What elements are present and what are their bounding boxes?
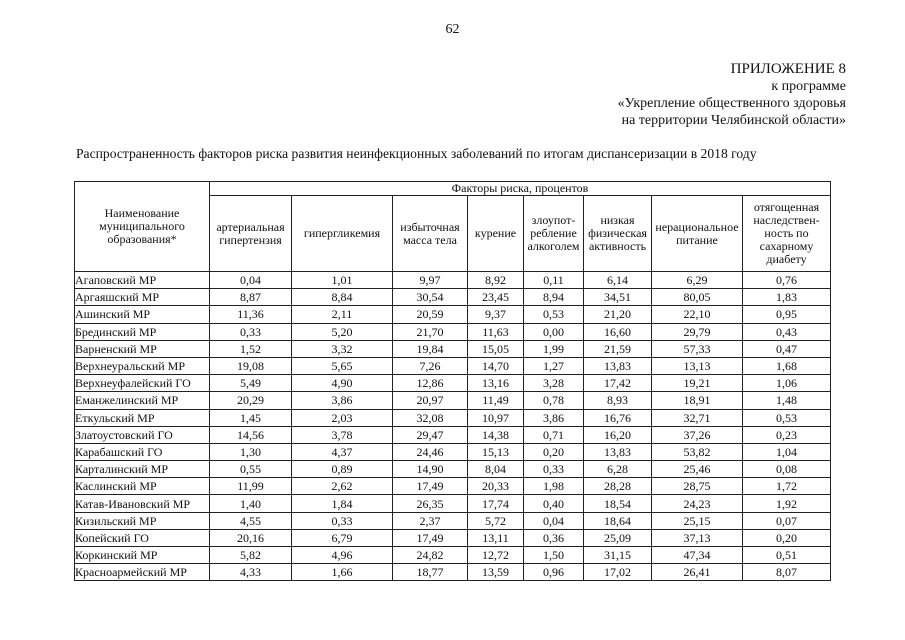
- value-cell: 28,28: [584, 478, 652, 495]
- value-cell: 20,29: [210, 392, 292, 409]
- value-cell: 0,08: [743, 461, 831, 478]
- value-cell: 3,78: [292, 426, 393, 443]
- value-cell: 0,33: [210, 323, 292, 340]
- value-cell: 25,46: [652, 461, 743, 478]
- table-row: [75, 340, 831, 357]
- table-row: [75, 409, 831, 426]
- value-cell: 5,20: [292, 323, 393, 340]
- value-cell: 29,79: [652, 323, 743, 340]
- value-cell: 1,06: [743, 375, 831, 392]
- value-cell: 1,01: [292, 272, 393, 289]
- value-cell: 15,13: [468, 443, 524, 460]
- value-cell: 7,26: [393, 357, 468, 374]
- value-cell: 0,23: [743, 426, 831, 443]
- value-cell: 1,50: [524, 547, 584, 564]
- value-cell: 19,08: [210, 357, 292, 374]
- value-cell: 4,37: [292, 443, 393, 460]
- value-cell: 8,93: [584, 392, 652, 409]
- value-cell: 0,33: [292, 512, 393, 529]
- value-cell: 11,63: [468, 323, 524, 340]
- value-cell: 20,33: [468, 478, 524, 495]
- value-cell: 1,27: [524, 357, 584, 374]
- page-number: 62: [445, 22, 460, 37]
- value-cell: 0,36: [524, 529, 584, 546]
- value-cell: 10,97: [468, 409, 524, 426]
- value-cell: 19,84: [393, 340, 468, 357]
- value-cell: 1,30: [210, 443, 292, 460]
- value-cell: 1,52: [210, 340, 292, 357]
- value-cell: 13,83: [584, 357, 652, 374]
- appendix-line-1: к программе: [771, 79, 846, 94]
- value-cell: 14,56: [210, 426, 292, 443]
- value-cell: 0,51: [743, 547, 831, 564]
- value-cell: 30,54: [393, 289, 468, 306]
- value-cell: 34,51: [584, 289, 652, 306]
- value-cell: 17,49: [393, 478, 468, 495]
- value-cell: 21,70: [393, 323, 468, 340]
- value-cell: 24,46: [393, 443, 468, 460]
- value-cell: 0,20: [743, 529, 831, 546]
- municipality-name: Карабашский ГО: [75, 443, 210, 460]
- column-header: низкая физическая активность: [584, 196, 652, 272]
- value-cell: 2,11: [292, 306, 393, 323]
- appendix-title: ПРИЛОЖЕНИЕ 8: [730, 61, 846, 77]
- value-cell: 1,92: [743, 495, 831, 512]
- value-cell: 28,75: [652, 478, 743, 495]
- value-cell: 17,42: [584, 375, 652, 392]
- value-cell: 18,54: [584, 495, 652, 512]
- column-header: отягощенная наследственность по сахарному диабету: [743, 196, 831, 272]
- value-cell: 4,33: [210, 564, 292, 581]
- value-cell: 11,99: [210, 478, 292, 495]
- value-cell: 80,05: [652, 289, 743, 306]
- value-cell: 1,40: [210, 495, 292, 512]
- value-cell: 0,04: [524, 512, 584, 529]
- value-cell: 0,78: [524, 392, 584, 409]
- value-cell: 32,08: [393, 409, 468, 426]
- value-cell: 13,13: [652, 357, 743, 374]
- column-header: курение: [468, 196, 524, 272]
- value-cell: 13,59: [468, 564, 524, 581]
- municipality-name: Копейский ГО: [75, 529, 210, 546]
- value-cell: 1,66: [292, 564, 393, 581]
- value-cell: 15,05: [468, 340, 524, 357]
- municipality-name: Кизильский МР: [75, 512, 210, 529]
- value-cell: 53,82: [652, 443, 743, 460]
- value-cell: 2,62: [292, 478, 393, 495]
- column-header: избыточная масса тела: [393, 196, 468, 272]
- appendix-line-2: «Укрепление общественного здоровья: [617, 96, 846, 111]
- appendix-line-3: на территории Челябинской области»: [621, 113, 846, 128]
- value-cell: 1,83: [743, 289, 831, 306]
- municipality-name: Верхнеуфалейский ГО: [75, 375, 210, 392]
- value-cell: 4,96: [292, 547, 393, 564]
- value-cell: 47,34: [652, 547, 743, 564]
- column-header: злоупотребление алкоголем: [524, 196, 584, 272]
- municipality-name: Ашинский МР: [75, 306, 210, 323]
- value-cell: 9,97: [393, 272, 468, 289]
- value-cell: 13,16: [468, 375, 524, 392]
- value-cell: 18,77: [393, 564, 468, 581]
- table-row: [75, 564, 831, 581]
- value-cell: 0,47: [743, 340, 831, 357]
- value-cell: 0,07: [743, 512, 831, 529]
- value-cell: 16,20: [584, 426, 652, 443]
- table-row: [75, 323, 831, 340]
- municipality-name: Катав-Ивановский МР: [75, 495, 210, 512]
- value-cell: 24,82: [393, 547, 468, 564]
- value-cell: 13,83: [584, 443, 652, 460]
- value-cell: 1,68: [743, 357, 831, 374]
- header-municipality: Наименование муниципального образования*: [75, 182, 210, 272]
- value-cell: 8,87: [210, 289, 292, 306]
- value-cell: 5,82: [210, 547, 292, 564]
- value-cell: 13,11: [468, 529, 524, 546]
- table-row: [75, 375, 831, 392]
- value-cell: 20,97: [393, 392, 468, 409]
- value-cell: 0,89: [292, 461, 393, 478]
- value-cell: 37,13: [652, 529, 743, 546]
- value-cell: 32,71: [652, 409, 743, 426]
- value-cell: 16,76: [584, 409, 652, 426]
- value-cell: 37,26: [652, 426, 743, 443]
- value-cell: 0,04: [210, 272, 292, 289]
- value-cell: 22,10: [652, 306, 743, 323]
- value-cell: 0,53: [524, 306, 584, 323]
- value-cell: 29,47: [393, 426, 468, 443]
- value-cell: 18,91: [652, 392, 743, 409]
- value-cell: 5,72: [468, 512, 524, 529]
- municipality-name: Верхнеуральский МР: [75, 357, 210, 374]
- value-cell: 2,03: [292, 409, 393, 426]
- municipality-name: Карталинский МР: [75, 461, 210, 478]
- table-row: [75, 426, 831, 443]
- value-cell: 0,55: [210, 461, 292, 478]
- value-cell: 8,94: [524, 289, 584, 306]
- column-header: нерациональное питание: [652, 196, 743, 272]
- value-cell: 16,60: [584, 323, 652, 340]
- document-title: Распространенность факторов риска развития неинфекционных заболеваний по итогам диспансеризации в 2018 году: [76, 146, 757, 161]
- value-cell: 1,04: [743, 443, 831, 460]
- value-cell: 11,49: [468, 392, 524, 409]
- appendix-block: [618, 61, 846, 129]
- value-cell: 4,55: [210, 512, 292, 529]
- value-cell: 1,45: [210, 409, 292, 426]
- value-cell: 23,45: [468, 289, 524, 306]
- municipality-name: Еманжелинский МР: [75, 392, 210, 409]
- value-cell: 1,72: [743, 478, 831, 495]
- value-cell: 0,11: [524, 272, 584, 289]
- value-cell: 19,21: [652, 375, 743, 392]
- table-row: [75, 357, 831, 374]
- table-row: [75, 478, 831, 495]
- value-cell: 31,15: [584, 547, 652, 564]
- municipality-name: Коркинский МР: [75, 547, 210, 564]
- value-cell: 6,14: [584, 272, 652, 289]
- value-cell: 8,04: [468, 461, 524, 478]
- value-cell: 14,38: [468, 426, 524, 443]
- value-cell: 21,59: [584, 340, 652, 357]
- value-cell: 8,84: [292, 289, 393, 306]
- value-cell: 5,65: [292, 357, 393, 374]
- municipality-name: Варненский МР: [75, 340, 210, 357]
- value-cell: 0,40: [524, 495, 584, 512]
- value-cell: 3,86: [292, 392, 393, 409]
- value-cell: 17,49: [393, 529, 468, 546]
- municipality-name: Каслинский МР: [75, 478, 210, 495]
- value-cell: 0,71: [524, 426, 584, 443]
- column-header: артериальная гипертензия: [210, 196, 292, 272]
- municipality-name: Красноармейский МР: [75, 564, 210, 581]
- municipality-name: Златоустовский ГО: [75, 426, 210, 443]
- table-row: [75, 461, 831, 478]
- table-row: [75, 547, 831, 564]
- value-cell: 0,53: [743, 409, 831, 426]
- column-header: гипергликемия: [292, 196, 393, 272]
- value-cell: 20,59: [393, 306, 468, 323]
- value-cell: 1,84: [292, 495, 393, 512]
- value-cell: 1,99: [524, 340, 584, 357]
- table-row: [75, 272, 831, 289]
- table-row: [75, 306, 831, 323]
- value-cell: 18,64: [584, 512, 652, 529]
- value-cell: 12,72: [468, 547, 524, 564]
- table-row: [75, 495, 831, 512]
- value-cell: 11,36: [210, 306, 292, 323]
- risk-factors-table: [74, 181, 831, 581]
- municipality-name: Еткульский МР: [75, 409, 210, 426]
- value-cell: 2,37: [393, 512, 468, 529]
- value-cell: 14,90: [393, 461, 468, 478]
- table-row: [75, 289, 831, 306]
- value-cell: 26,35: [393, 495, 468, 512]
- value-cell: 9,37: [468, 306, 524, 323]
- value-cell: 3,32: [292, 340, 393, 357]
- value-cell: 26,41: [652, 564, 743, 581]
- value-cell: 0,43: [743, 323, 831, 340]
- value-cell: 25,09: [584, 529, 652, 546]
- value-cell: 12,86: [393, 375, 468, 392]
- value-cell: 0,96: [524, 564, 584, 581]
- value-cell: 0,20: [524, 443, 584, 460]
- value-cell: 17,74: [468, 495, 524, 512]
- value-cell: 3,86: [524, 409, 584, 426]
- value-cell: 5,49: [210, 375, 292, 392]
- value-cell: 3,28: [524, 375, 584, 392]
- value-cell: 57,33: [652, 340, 743, 357]
- value-cell: 6,79: [292, 529, 393, 546]
- municipality-name: Брединский МР: [75, 323, 210, 340]
- header-risk-factors: Факторы риска, процентов: [210, 182, 831, 196]
- value-cell: 0,33: [524, 461, 584, 478]
- value-cell: 24,23: [652, 495, 743, 512]
- value-cell: 1,48: [743, 392, 831, 409]
- value-cell: 1,98: [524, 478, 584, 495]
- value-cell: 0,00: [524, 323, 584, 340]
- table-row: [75, 529, 831, 546]
- value-cell: 17,02: [584, 564, 652, 581]
- value-cell: 14,70: [468, 357, 524, 374]
- table-row: [75, 392, 831, 409]
- value-cell: 8,92: [468, 272, 524, 289]
- table-row: [75, 443, 831, 460]
- value-cell: 4,90: [292, 375, 393, 392]
- value-cell: 8,07: [743, 564, 831, 581]
- value-cell: 21,20: [584, 306, 652, 323]
- value-cell: 20,16: [210, 529, 292, 546]
- municipality-name: Аргаяшский МР: [75, 289, 210, 306]
- value-cell: 6,28: [584, 461, 652, 478]
- value-cell: 25,15: [652, 512, 743, 529]
- table-row: [75, 512, 831, 529]
- municipality-name: Агаповский МР: [75, 272, 210, 289]
- value-cell: 0,76: [743, 272, 831, 289]
- value-cell: 6,29: [652, 272, 743, 289]
- value-cell: 0,95: [743, 306, 831, 323]
